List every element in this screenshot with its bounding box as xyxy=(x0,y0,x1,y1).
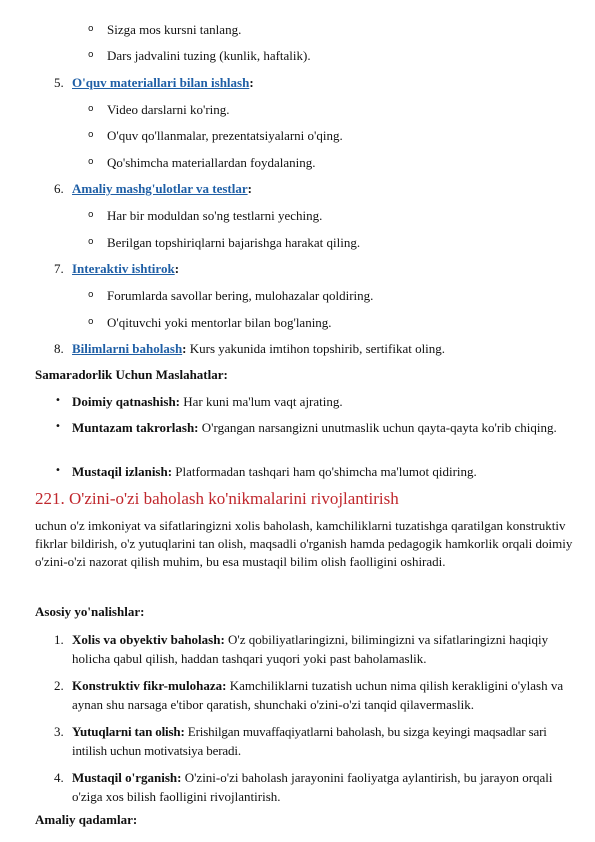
circle-bullet-icon: o xyxy=(88,50,94,60)
step-heading xyxy=(72,261,179,277)
bullet-dot-icon: • xyxy=(55,465,61,476)
tip-label: Muntazam takrorlash: xyxy=(72,420,199,435)
circle-bullet-icon: o xyxy=(88,157,94,167)
list-item: Dars jadvalini tuzing (kunlik, haftalik). xyxy=(107,48,311,63)
section-paragraph: uchun o'z imkoniyat va sifatlaringizni xolis baholash, kamchiliklarni tuzatishga qaratilgan konstruktiv fikrlar bildirish, o'z yutuqlarini tan olish, maqsadli o'rganish hamda pedagogik hamkorlik orqali doimiy o'zini-o'zi nazorat qilish muhim, bu esa mustaqil bilim olish faolligini oshiradi. xyxy=(35,518,573,569)
direction-number: 2. xyxy=(54,678,64,693)
direction-item xyxy=(72,722,577,760)
direction-item xyxy=(72,630,552,668)
tip-text: Platformadan tashqari ham qo'shimcha ma'lumot qidiring. xyxy=(172,464,477,479)
section-title: 221. O'zini-o'zi baholash ko'nikmalarini rivojlantirish xyxy=(35,489,399,508)
step-link-oquv-materiallari[interactable]: O'quv materiallari bilan ishlash xyxy=(72,75,250,90)
list-item: Forumlarda savollar bering, mulohazalar qoldiring. xyxy=(107,288,374,303)
step-colon: : xyxy=(174,261,180,276)
step-number: 8. xyxy=(54,341,64,356)
list-item: O'quv qo'llanmalar, prezentatsiyalarni o'qing. xyxy=(107,128,343,143)
tip-item xyxy=(72,464,477,480)
actions-heading: Amaliy qadamlar: xyxy=(35,812,138,827)
circle-bullet-icon: o xyxy=(88,317,94,327)
bullet-dot-icon: • xyxy=(55,395,61,406)
step-link-interaktiv-ishtirok[interactable]: Interaktiv ishtirok xyxy=(72,261,175,276)
step-heading xyxy=(72,341,445,357)
tip-item xyxy=(72,394,343,410)
step-link-amaliy-mashgulotlar[interactable]: Amaliy mashg'ulotlar va testlar xyxy=(72,181,248,196)
list-item: Berilgan topshiriqlarni bajarishga harakat qiling. xyxy=(107,235,361,250)
circle-bullet-icon: o xyxy=(88,210,94,220)
tip-text: Har kuni ma'lum vaqt ajrating. xyxy=(180,394,343,409)
step-number: 6. xyxy=(54,181,64,196)
step-colon: : xyxy=(249,75,254,90)
step-heading xyxy=(72,181,252,197)
list-item: Sizga mos kursni tanlang. xyxy=(107,22,242,37)
direction-text: Kamchiliklarni tuzatish uchun nima qilish kerakligini o'ylash va aynan shu narsaga e'tibor qaratish, shunchaki o'zini-o'zi tanqid qilavermaslik. xyxy=(72,678,564,712)
step-heading xyxy=(72,75,254,91)
list-item: O'qituvchi yoki mentorlar bilan bog'laning. xyxy=(107,315,332,330)
direction-item xyxy=(72,676,572,714)
step-number: 5. xyxy=(54,75,64,90)
list-item: Qo'shimcha materiallardan foydalaning. xyxy=(107,155,316,170)
step-link-bilimlarni-baholash[interactable]: Bilimlarni baholash xyxy=(72,341,183,356)
direction-text: O'zini-o'zi baholash jarayonini faoliyatga aylantirish, bu jarayon orqali o'ziga xos bilish faolligini rivojlantirish. xyxy=(72,770,553,804)
direction-text: Erishilgan muvaffaqiyatlarni baholash, bu sizga keyingi maqsadlar sari intilish uchun motivatsiya beradi. xyxy=(72,724,547,758)
circle-bullet-icon: o xyxy=(88,237,94,247)
step-number: 7. xyxy=(54,261,64,276)
tip-label: Doimiy qatnashish: xyxy=(72,394,180,409)
tips-heading: Samaradorlik Uchun Maslahatlar: xyxy=(35,367,228,382)
circle-bullet-icon: o xyxy=(88,104,94,114)
directions-heading: Asosiy yo'nalishlar: xyxy=(35,604,145,619)
tip-item xyxy=(72,418,572,437)
direction-number: 1. xyxy=(54,632,64,647)
list-item: Har bir moduldan so'ng testlarni yeching. xyxy=(107,208,323,223)
direction-label: Yutuqlarni tan olish: xyxy=(72,724,185,739)
direction-label: Konstruktiv fikr-mulohaza: xyxy=(72,678,227,693)
tip-label: Mustaqil izlanish: xyxy=(72,464,173,479)
direction-label: Mustaqil o'rganish: xyxy=(72,770,182,785)
step-colon: : xyxy=(247,181,252,196)
direction-label: Xolis va obyektiv baholash: xyxy=(72,632,225,647)
direction-number: 3. xyxy=(54,724,64,739)
direction-item xyxy=(72,768,562,806)
tip-text: O'rgangan narsangizni unutmaslik uchun qayta-qayta ko'rib chiqing. xyxy=(198,420,557,435)
step-text: Kurs yakunida imtihon topshirib, sertifikat oling. xyxy=(186,341,446,356)
step-colon: : xyxy=(182,341,187,356)
list-item: Video darslarni ko'ring. xyxy=(107,102,230,117)
direction-number: 4. xyxy=(54,770,64,785)
circle-bullet-icon: o xyxy=(88,290,94,300)
circle-bullet-icon: o xyxy=(88,24,94,34)
bullet-dot-icon: • xyxy=(55,421,61,432)
direction-text: O'z qobiliyatlaringizni, bilimingizni va sifatlaringizni haqiqiy holicha qabul qilish, haddan tashqari yuqori yoki past baholamaslik. xyxy=(72,632,549,666)
circle-bullet-icon: o xyxy=(88,130,94,140)
